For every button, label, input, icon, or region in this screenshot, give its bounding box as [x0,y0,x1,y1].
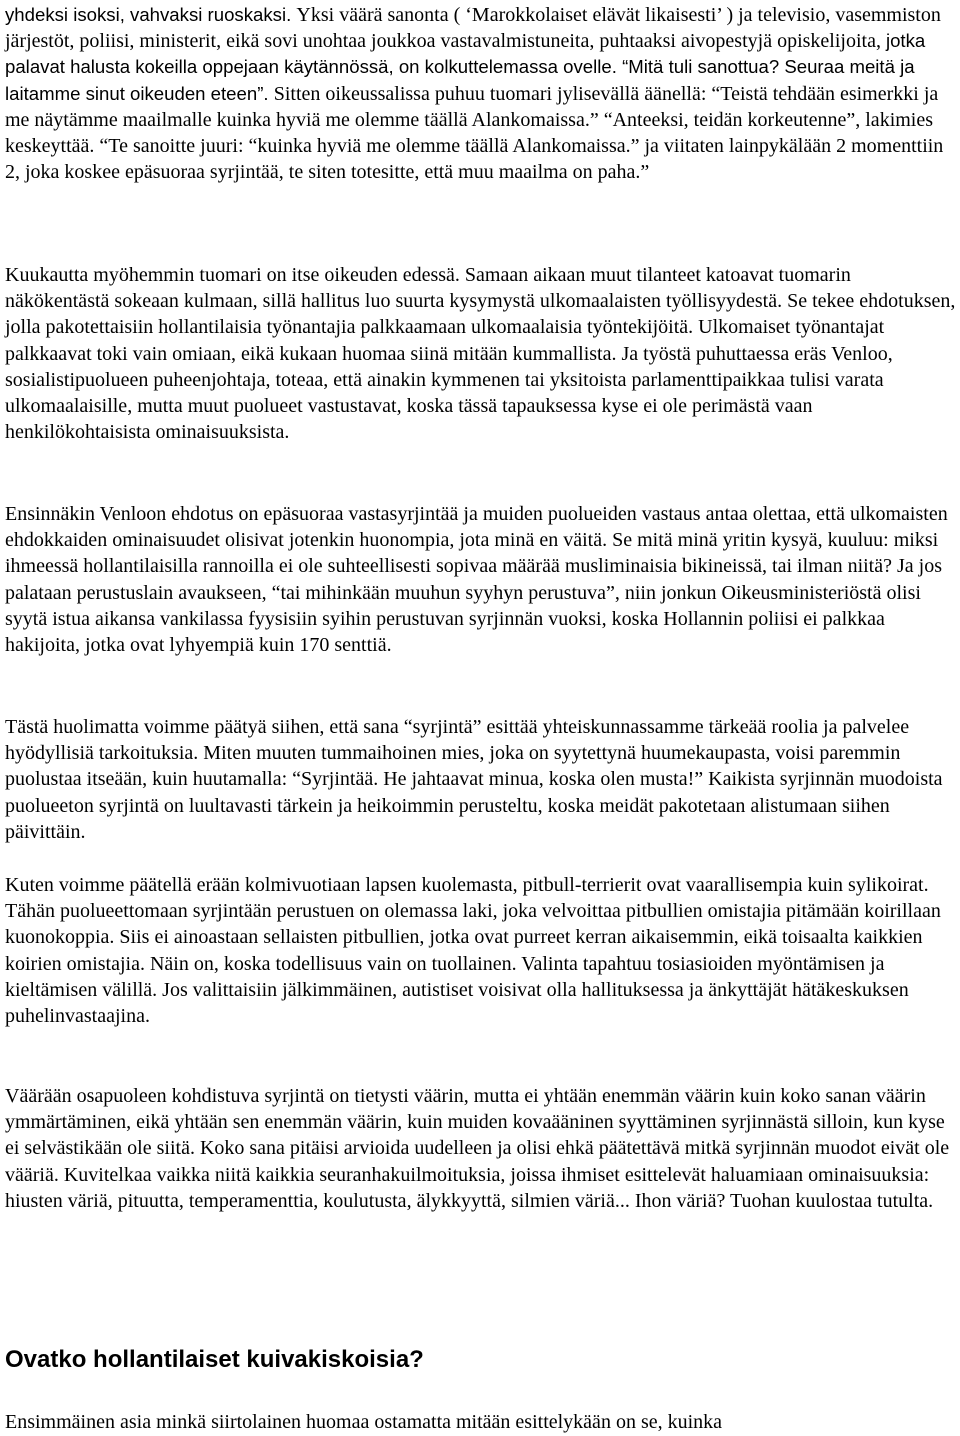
paragraph-6-text: Väärään osapuoleen kohdistuva syrjintä on tietysti väärin, mutta ei yhtään enemmän väärin kuin koko sanan väärin ymmärtäminen, eikä yhtään sen enemmän väärin, kuin muiden kovaääninen syyttäminen syrjinnästä silloin, kun kyse ei selvästikään ole siitä. Koko sana pitäisi arvioida uudelleen ja olisi ehkä päätettävä mitkä syrjinnän muodot eivät ole vääriä. Kuvitelkaa vaikka niitä kaikkia seuranhakuilmoituksia, joissa ihmiset esittelevät haluamiaan ominaisuuksia: hiusten väriä, pituutta, temperamenttia, koulutusta, älykkyyttä, silmien väriä... Ihon väriä? Tuohan kuulostaa tutulta. [5,1085,950,1212]
paragraph-4-text: Tästä huolimatta voimme päätyä siihen, että sana “syrjintä” esittää yhteiskunnassamme tärkeää roolia ja palvelee hyödyllisiä tarkoituksia. Miten muuten tummaihoinen mies, joka on syytettynä huumekaupasta, voisi paremmin puolustaa itseään, kuin huutamalla: “Syrjintää. He jahtaavat minua, koska olen musta!” Kaikista syrjinnän muodoista puolueeton syrjintä on luultavasti tärkein ja heikoimmin perusteltu, koska meidät pakotetaan alistumaan siihen päivittäin. [5,716,943,843]
paragraph-5-text: Kuten voimme päätellä erään kolmivuotiaan lapsen kuolemasta, pitbull-terrierit ovat vaarallisempia kuin sylikoirat. Tähän puolueettomaan syrjintään perustuen on olemassa laki, joka velvoittaa pitbullien omistajia pitämään koirillaan kuonokoppia. Siis ei ainoastaan sellaisten pitbullien, jotka ovat purreet kerran aikaisemmin, eikä toisaalta kaikkien koirien omistajia. Näin on, koska todellisuus vain on tuollainen. Valinta tapahtuu tosiasioiden myöntämisen ja kieltämisen välillä. Jos valittaisiin jälkimmäinen, autistiset voisivat olla hallituksessa ja änkyttäjät hätäkeskuksen puhelinvastaajina. [5,874,941,1028]
paragraph-3-text: Ensinnäkin Venloon ehdotus on epäsuoraa vastasyrjintää ja muiden puolueiden vastaus antaa olettaa, että ulkomaisten ehdokkaiden ominaisuudet olisivat jotenkin huonompia, jota minä en väitä. Se mitä minä yritin kysyä, kuuluu: miksi ihmeessä hollantilaisilla rannoilla ei ole suhteellisesti sopivaa määrää musliminaisia bikineissä, tai ilman niitä? Ja jos palataan perustuslain avaukseen, “tai mihinkään muuhun syyhyn perustuva”, niin jonkun Oikeusministeriöstä olisi syytä istua aikansa vankilassa fyysisiin syihin perustuvan syrjinnän vuoksi, koska Hollannin poliisi ei palkkaa hakijoita, jotka ovat lyhyempiä kuin 170 senttiä. [5,503,948,657]
paragraph-1-segment-1: yhdeksi isoksi, vahvaksi ruoskaksi. [5,4,297,25]
paragraph-3 [5,501,957,658]
paragraph-1-segment-4: Sitten oikeussalissa puhuu tuomari jylisevällä äänellä: “Teistä tehdään esimerkki ja me näytämme maailmalle kuinka hyviä me olemme täällä Alankomaissa.” “Anteeksi, teidän korkeutenne”, lakimies keskeyttää. “Te sanoitte juuri: “kuinka hyviä me olemme täällä Alankomaissa.” ja viitaten lainpykälään 2 momenttiin 2, joka koskee epäsuoraa syrjintää, te siten totesitte, että muu maailma on paha.” [5,82,944,184]
paragraph-4 [5,714,957,845]
paragraph-5 [5,872,957,1029]
paragraph-1 [5,2,957,185]
paragraph-2-text: Kuukautta myöhemmin tuomari on itse oikeuden edessä. Samaan aikaan muut tilanteet katoavat tuomarin näkökentästä sokeaan kulmaan, sillä hallitus luo suurta kysymystä ulkomaalaisten työllisyydestä. Se tekee ehdotuksen, jolla pakotettaisiin hollantilaisia työnantajia palkkaamaan ulkomaalaisia työntekijöitä. Ulkomaiset työnantajat palkkaavat toki vain omiaan, eikä kukaan huomaa siinä mitään kummallista. Ja työstä puhuttaessa eräs Venloo, sosialistipuolueen puheenjohtaja, toteaa, että ainakin kymmenen tai yksitoista parlamenttipaikkaa tulisi varata ulkomaalaisille, mutta muut puolueet vastustavat, koska tässä tapauksessa kyse ei ole perimästä vaan henkilökohtaisista ominaisuuksista. [5,264,956,444]
paragraph-2 [5,262,957,445]
paragraph-1-segment-2: Yksi väärä sanonta ( ‘Marokkolaiset elävät likaisesti’ ) ja televisio, vasemmiston järjestöt, poliisi, ministerit, eikä sovi unohtaa joukkoa vastavalmistuneita, puhtaaksi aivopestyjä opiskelijoita, [5,4,941,53]
paragraph-1-segment-3: jotka palavat halusta kokeilla oppejaan käytännössä, on kolkuttelemassa ovelle. “Mitä tuli sanottua? Seuraa meitä ja laitamme sinut oikeuden eteen”. [5,30,926,104]
paragraph-6 [5,1083,957,1214]
paragraph-7: Ensimmäinen asia minkä siirtolainen huomaa ostamatta mitään esittelykään on se, kuinka [5,1411,723,1433]
section-heading: Ovatko hollantilaiset kuivakiskoisia? [5,1346,424,1373]
